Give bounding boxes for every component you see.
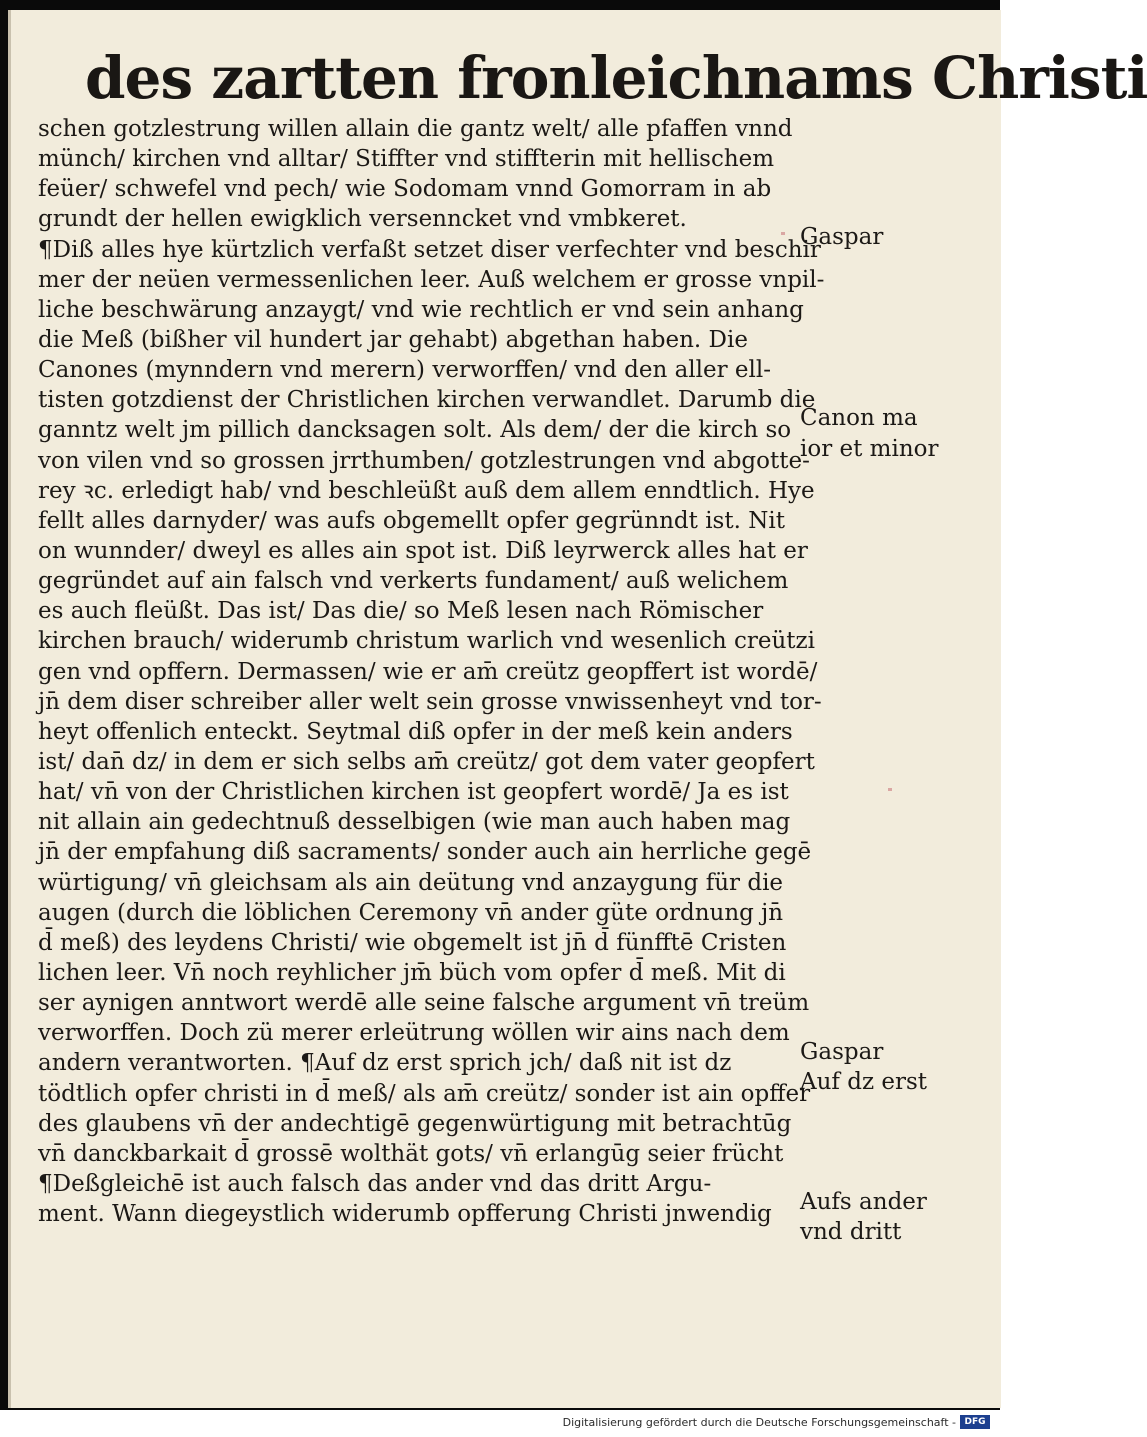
funding-credit: Digitalisierung gefördert durch die Deutsche Forschungsgemeinschaft -: [562, 1416, 956, 1429]
text-line: tisten gotzdienst der Christlichen kirchen verwandlet. Darumb die: [38, 387, 816, 414]
text-line: hat/ vn̄ von der Christlichen kirchen ist geopfert wordē/ Ja es ist: [38, 779, 789, 806]
text-line: d̄ meß) des leydens Christi/ wie obgemelt ist jn̄ d̄ fünfftē Cristen: [38, 929, 787, 956]
text-line: andern verantworten. ¶Auf dz erst sprich jch/ daß nit ist dz: [38, 1050, 732, 1077]
footer-bar: [0, 1410, 1000, 1437]
text-line: tödtlich opfer christi in d̄ meß/ als am̄ creütz/ sonder ist ain opffer: [38, 1080, 811, 1107]
ink-mark: [888, 788, 892, 791]
text-line: gegründet auf ain falsch vnd verkerts fundament/ auß welichem: [38, 568, 789, 595]
text-line: Canones (mynndern vnd merern) verworffen/ vnd den aller ell-: [38, 357, 772, 384]
text-line: feüer/ schwefel vnd pech/ wie Sodomam vnnd Gomorram in ab: [38, 176, 772, 203]
text-line: ganntz welt jm pillich dancksagen solt. Als dem/ der die kirch so: [38, 417, 792, 444]
text-line: grundt der hellen ewigklich versenncket vnd vmbkeret.: [38, 206, 687, 233]
marginal-note: Gaspar: [800, 224, 884, 251]
text-line: jn̄ dem diser schreiber aller welt sein grosse vnwissenheyt vnd tor-: [38, 688, 822, 715]
marginal-note: ior et minor: [800, 435, 939, 462]
text-line: augen (durch die löblichen Ceremony vn̄ ander güte ordnung jn̄: [38, 899, 784, 926]
text-line: verworffen. Doch zü merer erleütrung wöllen wir ains nach dem: [38, 1020, 790, 1047]
dfg-logo: DFG: [960, 1415, 990, 1429]
text-line: schen gotzlestrung willen allain die gantz welt/ alle pfaffen vnnd: [38, 116, 793, 142]
running-header: des zartten fronleichnams Christi: [85, 44, 1147, 112]
body-text: [38, 114, 825, 1229]
text-line: heyt offenlich enteckt. Seytmal diß opfer in der meß kein anders: [38, 718, 793, 745]
text-line: ist/ dan̄ dz/ in dem er sich selbs am̄ creütz/ got dem vater geopfert: [38, 748, 815, 775]
text-line: fellt alles darnyder/ was aufs obgemellt opfer gegrünndt ist. Nit: [38, 507, 785, 534]
text-line: würtigung/ vn̄ gleichsam als ain deütung vnd anzaygung für die: [38, 869, 784, 896]
text-line: liche beschwärung anzaygt/ vnd wie rechtlich er vnd sein anhang: [38, 296, 804, 323]
text-line: ¶Deßgleichē ist auch falsch das ander vnd das dritt Argu-: [38, 1170, 712, 1197]
text-line: vn̄ danckbarkait d̄ grossē wolthät gots/ vn̄ erlangūg seier frücht: [38, 1140, 784, 1167]
marginal-note: vnd dritt: [800, 1219, 902, 1246]
marginal-note: Aufs ander: [800, 1189, 927, 1216]
marginal-note: Gaspar: [800, 1038, 884, 1065]
text-line: es auch fleüßt. Das ist/ Das die/ so Meß lesen nach Römischer: [38, 598, 764, 625]
text-line: münch/ kirchen vnd alltar/ Stiffter vnd stiffterin mit hellischem: [38, 146, 775, 173]
text-line: von vilen vnd so grossen jrrthumben/ gotzlestrungen vnd abgotte-: [38, 447, 810, 474]
text-line: ¶Diß alles hye kürtzlich verfaßt setzet diser verfechter vnd beschir: [38, 236, 821, 263]
text-line: die Meß (bißher vil hundert jar gehabt) abgethan haben. Die: [38, 326, 748, 353]
text-line: kirchen brauch/ widerumb christum warlich vnd wesenlich creützi: [38, 628, 815, 655]
ink-mark: [781, 232, 785, 235]
text-line: ment. Wann diegeystlich widerumb opfferung Christi jnwendig: [38, 1201, 772, 1228]
text-line: des glaubens vn̄ der andechtigē gegenwürtigung mit betrachtūg: [38, 1110, 792, 1137]
text-line: rey ꝛc. erledigt hab/ vnd beschleüßt auß dem allem enndtlich. Hye: [38, 477, 815, 504]
text-line: on wunnder/ dweyl es alles ain spot ist. Diß leyrwerck alles hat er: [38, 537, 808, 564]
marginal-note: Auf dz erst: [800, 1068, 928, 1095]
text-line: jn̄ der empfahung diß sacraments/ sonder auch ain herrliche gegē: [38, 839, 812, 866]
text-line: lichen leer. Vn̄ noch reyhlicher jm̄ büch vom opfer d̄ meß. Mit di: [38, 959, 786, 986]
marginal-note: Canon ma: [800, 405, 918, 432]
text-line: gen vnd opffern. Dermassen/ wie er am̄ creütz geopffert ist wordē/: [38, 658, 818, 685]
text-line: ser aynigen anntwort werdē alle seine falsche argument vn̄ treüm: [38, 990, 810, 1017]
text-line: nit allain ain gedechtnuß desselbigen (wie man auch haben mag: [38, 809, 791, 836]
text-line: mer der neüen vermessenlichen leer. Auß welchem er grosse vnpil-: [38, 266, 825, 293]
